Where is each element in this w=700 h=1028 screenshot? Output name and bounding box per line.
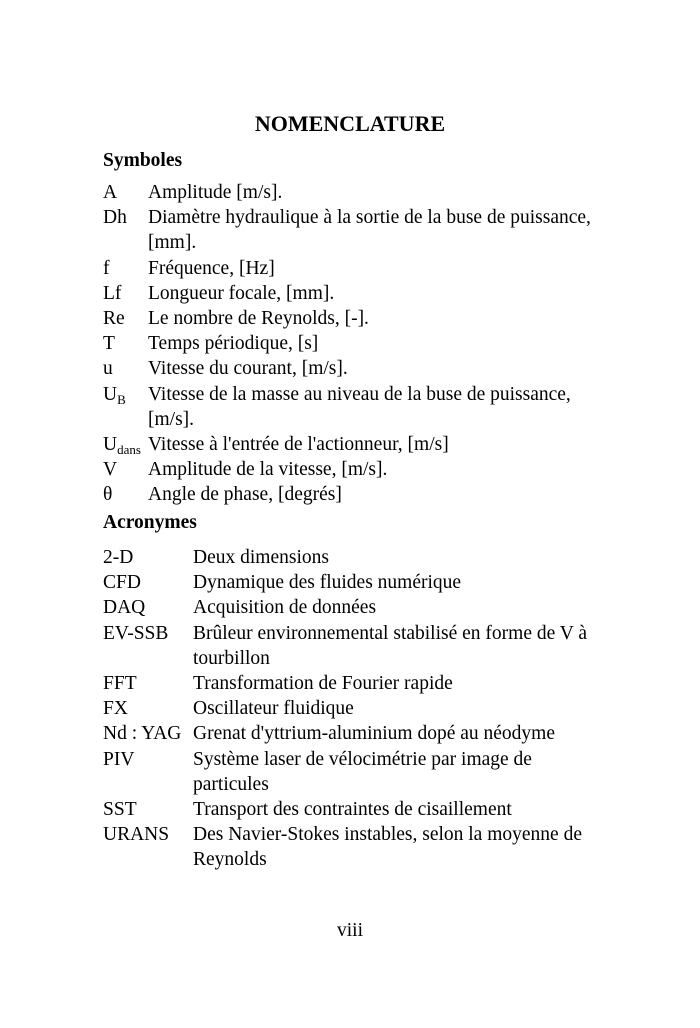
symbol-term-subscript: dans bbox=[117, 442, 141, 458]
symbol-term: θ bbox=[103, 484, 113, 506]
acronym-definition: Dynamique des fluides numérique bbox=[193, 572, 462, 594]
symbol-row bbox=[103, 205, 603, 255]
symbols-list bbox=[103, 180, 603, 508]
symbol-row bbox=[103, 482, 603, 507]
acronym-definition: Deux dimensions bbox=[193, 547, 329, 568]
acronym-definition: Des Navier-Stokes instables, selon la moyenne de Reynolds bbox=[193, 824, 582, 871]
symbol-term: u bbox=[103, 358, 113, 380]
acronym-row bbox=[103, 671, 603, 696]
acronyms-heading: Acronymes bbox=[103, 512, 197, 533]
symbol-row bbox=[103, 457, 603, 482]
acronym-row bbox=[103, 721, 603, 746]
acronym-row bbox=[103, 822, 603, 872]
symbol-definition: Angle de phase, [degrés] bbox=[148, 484, 342, 506]
acronym-row bbox=[103, 545, 603, 570]
acronym-term: DAQ bbox=[103, 597, 146, 619]
symbol-term: V bbox=[103, 459, 118, 481]
symbol-definition: Amplitude [m/s]. bbox=[148, 182, 283, 203]
page-number: viii bbox=[336, 920, 363, 941]
symbol-row bbox=[103, 256, 603, 281]
acronym-term: PIV bbox=[103, 748, 135, 770]
symbol-term bbox=[103, 432, 148, 457]
acronym-term: Nd : YAG bbox=[103, 723, 182, 745]
symbol-row bbox=[103, 331, 603, 356]
acronym-definition: Transformation de Fourier rapide bbox=[193, 673, 453, 695]
acronym-term: EV-SSB bbox=[103, 622, 169, 644]
symbol-term bbox=[103, 382, 148, 432]
symbol-term-base: U bbox=[103, 434, 118, 456]
symbol-term: Dh bbox=[103, 207, 127, 229]
acronym-row bbox=[103, 621, 603, 671]
symbol-definition: Vitesse du courant, [m/s]. bbox=[148, 358, 348, 380]
symbol-term-subscript: B bbox=[117, 391, 126, 407]
symbols-heading: Symboles bbox=[103, 150, 183, 171]
acronym-definition: Acquisition de données bbox=[193, 597, 377, 619]
acronym-term: CFD bbox=[103, 572, 141, 594]
page-title: NOMENCLATURE bbox=[254, 111, 446, 136]
symbol-term: f bbox=[103, 257, 110, 279]
acronym-definition: Système laser de vélocimétrie par image de particules bbox=[193, 748, 532, 795]
symbol-definition: Le nombre de Reynolds, [-]. bbox=[148, 308, 369, 330]
symbol-term: Re bbox=[103, 308, 125, 330]
acronym-row bbox=[103, 696, 603, 721]
symbol-definition: Vitesse à l'entrée de l'actionneur, [m/s] bbox=[148, 434, 449, 456]
symbol-term: Lf bbox=[103, 282, 122, 304]
acronym-row bbox=[103, 747, 603, 797]
acronym-term: FFT bbox=[103, 673, 137, 695]
symbol-definition: Longueur focale, [mm]. bbox=[148, 282, 335, 304]
acronym-definition: Brûleur environnemental stabilisé en forme de V à tourbillon bbox=[193, 622, 588, 669]
symbol-term: A bbox=[103, 182, 118, 203]
acronym-row bbox=[103, 797, 603, 822]
acronym-definition: Grenat d'yttrium-aluminium dopé au néodyme bbox=[193, 723, 556, 745]
symbol-row bbox=[103, 382, 603, 432]
symbol-definition: Diamètre hydraulique à la sortie de la buse de puissance, [mm]. bbox=[148, 207, 591, 254]
acronym-row bbox=[103, 570, 603, 595]
symbol-row bbox=[103, 356, 603, 381]
symbol-definition: Vitesse de la masse au niveau de la buse de puissance, [m/s]. bbox=[148, 383, 571, 430]
acronym-row bbox=[103, 595, 603, 620]
acronym-definition: Transport des contraintes de cisaillement bbox=[193, 799, 512, 821]
symbol-definition: Temps périodique, [s] bbox=[148, 333, 319, 355]
symbol-row bbox=[103, 281, 603, 306]
acronym-definition: Oscillateur fluidique bbox=[193, 698, 354, 720]
symbol-row bbox=[103, 306, 603, 331]
symbol-row bbox=[103, 432, 603, 457]
acronym-term: FX bbox=[103, 698, 128, 720]
symbol-definition: Fréquence, [Hz] bbox=[148, 257, 275, 279]
acronyms-list bbox=[103, 545, 603, 873]
symbol-term: T bbox=[103, 333, 115, 355]
symbol-row bbox=[103, 180, 603, 205]
acronym-term: URANS bbox=[103, 824, 170, 846]
acronym-term: 2-D bbox=[103, 547, 134, 568]
symbol-term-base: U bbox=[103, 383, 118, 405]
acronym-term: SST bbox=[103, 799, 137, 821]
symbol-definition: Amplitude de la vitesse, [m/s]. bbox=[148, 459, 388, 481]
